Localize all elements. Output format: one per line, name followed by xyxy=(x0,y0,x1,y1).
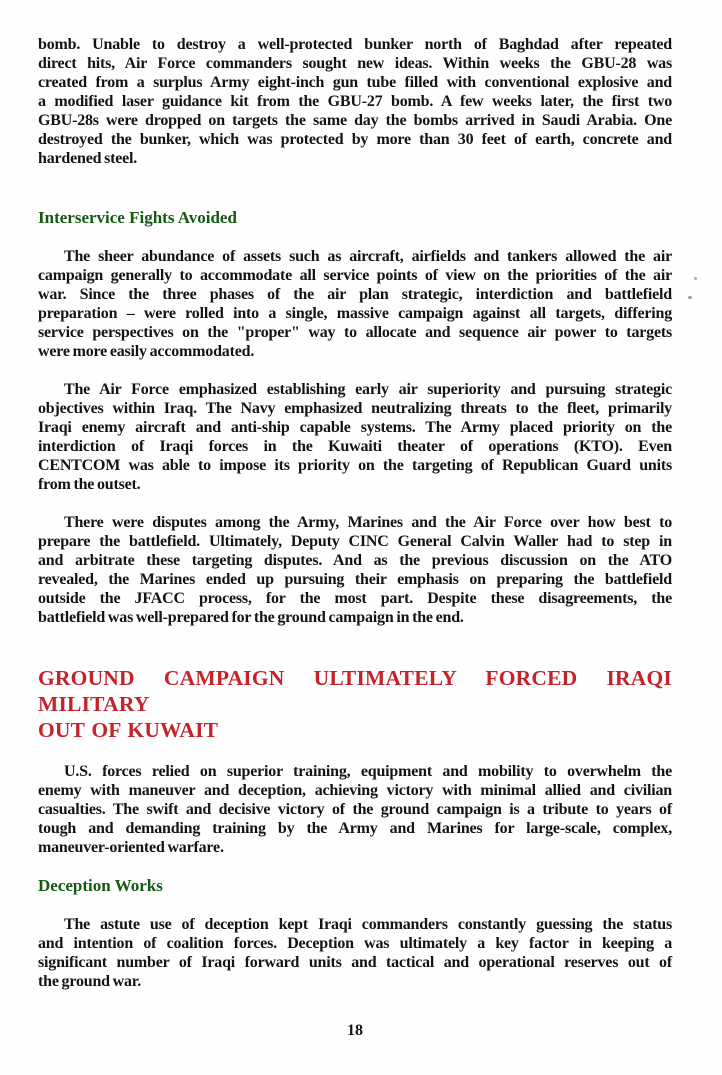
paragraph xyxy=(38,762,672,857)
paragraph-line: direct hits, Air Force commanders sought new ideas. Within weeks the GBU-28 was xyxy=(38,55,672,72)
paragraph-line: and arbitrate these targeting disputes. And as the previous discussion on the ATO xyxy=(38,552,672,569)
paragraph-line: interdiction of Iraqi forces in the Kuwaiti theater of operations (KTO). Even xyxy=(38,438,672,455)
paragraph-line: casualties. The swift and decisive victory of the ground campaign is a tribute to years of xyxy=(38,801,672,818)
paragraph-line: campaign generally to accommodate all service points of view on the priorities of the air xyxy=(38,267,672,284)
paragraph-line: service perspectives on the "proper" way to allocate and sequence air power to targets xyxy=(38,324,672,341)
paragraph-line: GBU-28s were dropped on targets the same day the bombs arrived in Saudi Arabia. One xyxy=(38,112,672,129)
paragraph xyxy=(38,915,672,991)
paragraph-line: U.S. forces relied on superior training, equipment and mobility to overwhelm the xyxy=(64,763,672,780)
paragraph xyxy=(38,247,672,361)
paragraph-line: significant number of Iraqi forward units and tactical and operational reserves out of xyxy=(38,954,672,971)
paragraph-line: CENTCOM was able to impose its priority on the targeting of Republican Guard units xyxy=(38,457,672,474)
paragraph-line: enemy with maneuver and deception, achieving victory with minimal allied and civilian xyxy=(38,782,672,799)
paragraph-line: war. Since the three phases of the air plan strategic, interdiction and battlefield xyxy=(38,286,672,303)
paragraph-line: were more easily accommodated. xyxy=(38,343,255,360)
paragraph xyxy=(38,380,672,494)
paragraph xyxy=(38,513,672,627)
section-heading: Deception Works xyxy=(38,876,163,895)
paragraph-line: objectives within Iraq. The Navy emphasized neutralizing threats to the fleet, primarily xyxy=(38,400,672,417)
paragraph-line: outside the JFACC process, for the most part. Despite these disagreements, the xyxy=(38,590,672,607)
paragraph-line: hardened steel. xyxy=(38,150,138,167)
paragraph-line: The astute use of deception kept Iraqi commanders constantly guessing the status xyxy=(64,916,672,933)
paragraph-line: tough and demanding training by the Army and Marines for large-scale, complex, xyxy=(38,820,672,837)
paragraph-line: created from a surplus Army eight-inch gun tube filled with conventional explosive and xyxy=(38,74,672,91)
paragraph-line: There were disputes among the Army, Marines and the Air Force over how best to xyxy=(64,514,672,531)
chapter-heading-line: OUT OF KUWAIT xyxy=(38,718,219,742)
paragraph-line: The Air Force emphasized establishing early air superiority and pursuing strategic xyxy=(64,381,672,398)
paragraph-line: Iraqi enemy aircraft and anti-ship capable systems. The Army placed priority on the xyxy=(38,419,672,436)
paragraph-line: preparation – were rolled into a single, massive campaign against all targets, differing xyxy=(38,305,672,322)
paragraph xyxy=(38,35,672,168)
chapter-heading xyxy=(38,665,672,743)
paragraph-line: from the outset. xyxy=(38,476,141,493)
page-number: 18 xyxy=(347,1022,363,1039)
paragraph-line: battlefield was well-prepared for the ground campaign in the end. xyxy=(38,609,464,626)
paragraph-line: bomb. Unable to destroy a well-protected bunker north of Baghdad after repeated xyxy=(38,36,672,53)
scan-speck xyxy=(694,277,697,280)
paragraph-line: The sheer abundance of assets such as aircraft, airfields and tankers allowed the air xyxy=(64,248,672,265)
document-content xyxy=(38,35,672,991)
section-heading: Interservice Fights Avoided xyxy=(38,208,237,227)
paragraph-line: prepare the battlefield. Ultimately, Deputy CINC General Calvin Waller had to step in xyxy=(38,533,672,550)
paragraph-line: and intention of coalition forces. Deception was ultimately a key factor in keeping a xyxy=(38,935,672,952)
scan-speck xyxy=(688,296,692,299)
paragraph-line: the ground war. xyxy=(38,973,142,990)
paragraph-line: destroyed the bunker, which was protected by more than 30 feet of earth, concrete and xyxy=(38,131,672,148)
chapter-heading-line: GROUND CAMPAIGN ULTIMATELY FORCED IRAQI MILITARY xyxy=(38,666,672,716)
paragraph-line: revealed, the Marines ended up pursuing their emphasis on preparing the battlefield xyxy=(38,571,672,588)
paragraph-line: a modified laser guidance kit from the GBU-27 bomb. A few weeks later, the first two xyxy=(38,93,672,110)
paragraph-line: maneuver-oriented warfare. xyxy=(38,839,224,856)
